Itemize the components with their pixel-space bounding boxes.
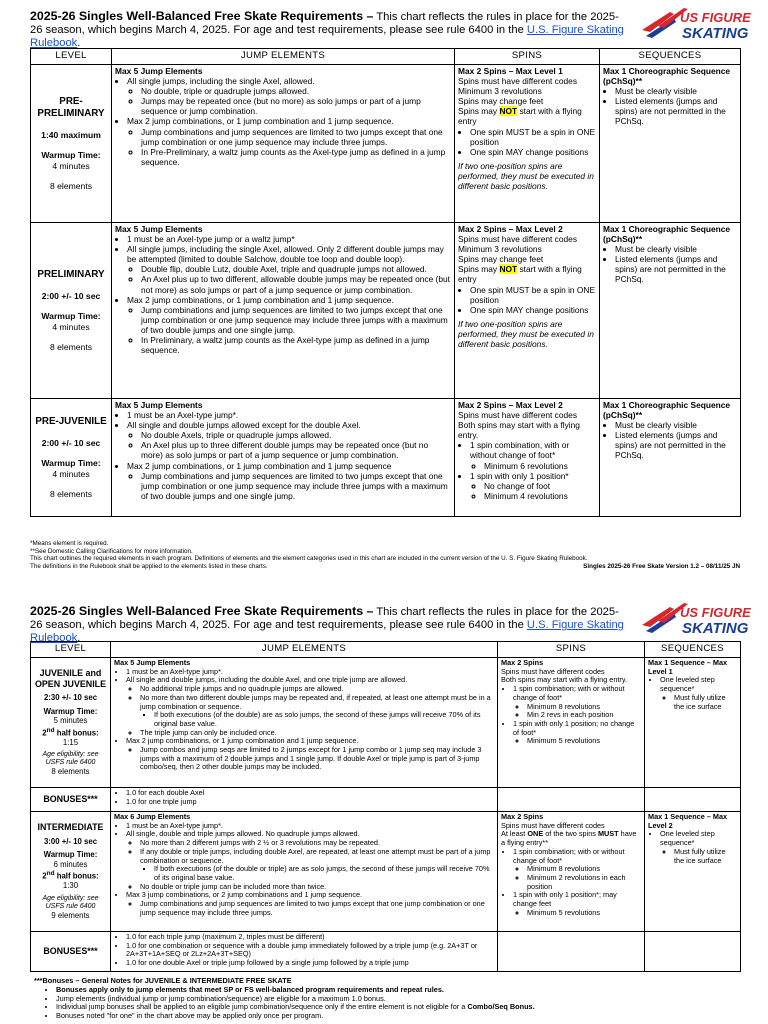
warmup-label: Warmup Time: — [41, 150, 101, 161]
footnotes: *Means element is required. **See Domestic Calling Clarifications for more information. This chart outlines the required elements in each program. Definitions of elements and the element categories used in this chart are included in the current version of the U. S. Figure Skating Rulebook. The definitions in the Rulebook shall be applied to the elements listed in these charts. Singles 2025-26 Free Skate Version 1.2 – 08/11/25 JN — [30, 540, 740, 570]
table-row — [31, 399, 741, 517]
rulebook-link[interactable]: U.S. Figure Skating Rulebook — [30, 24, 624, 49]
us-figure-skating-logo — [640, 599, 751, 639]
bonus-label-cell: BONUSES*** — [31, 788, 111, 812]
svg-text:US FIGURE: US FIGURE — [680, 605, 751, 620]
sequences-cell: Max 1 Sequence – Max Level 1 • One leveled step sequence* ◦ Must fully utilize the ice surface — [645, 658, 741, 788]
element-count: 8 elements — [49, 488, 93, 499]
document-title: 2025-26 Singles Well-Balanced Free Skate Requirements – This chart reflects the rules in place for the 2025-26 season, which begins March 4, 2025. For age and test requirements, please see rule 6400 in the U.S. Figure Skating Rulebook. — [30, 9, 624, 49]
us-figure-skating-logo — [640, 4, 751, 44]
requirements-table-2 — [30, 641, 741, 972]
svg-text:US FIGURE: US FIGURE — [680, 10, 751, 25]
program-time: 1:40 maximum — [41, 129, 101, 140]
spins-header: SPINS — [455, 49, 600, 65]
table-row — [31, 812, 741, 932]
jumps-header: JUMP ELEMENTS — [111, 642, 498, 658]
section-header — [30, 9, 751, 49]
requirements-table-1 — [30, 48, 741, 517]
bonus-general-notes: ***Bonuses – General Notes for JUVENILE & INTERMEDIATE FREE SKATE • Bonuses apply only to jump elements that meet SP or FS well-balanced program requirements and repeat rules. • Jump elements (individual jump or jump combination/sequence) are eligible for a maximum 1.0 bonus. • Individual jump bonuses shall be applied to an eligible jump combination/sequence only if the entire element is not eligible for a Combo/Seq Bonus. • Bonuses noted "for one" in the chart above may be applied only once per program. — [34, 977, 734, 1021]
program-time: 3:00 +/- 10 sec — [43, 837, 98, 847]
sequences-cell: Max 1 Choreographic Sequence (pChSq)** • Must be clearly visible • Listed elements (jumps and spins) are not permitted in the PChSq. — [600, 223, 741, 399]
program-time: 2:00 +/- 10 sec — [41, 290, 101, 301]
jump-elements-cell: Max 5 Jump Elements • All single jumps, including the single Axel, allowed. ◦ No double, triple or quadruple jumps allowed. ◦ Jumps may be repeated once (but no more) as solo jumps or part of a jump sequence or jump combination. • Max 2 jump combinations, or 1 jump combination and 1 jump sequence. ◦ Jump combinations and jump sequences are limited to two jumps except that one jump combination or one jump sequence may include three jumps. ◦ In Pre-Preliminary, a waltz jump counts as the Axel-type jump as defined in a jump sequence. — [112, 65, 455, 223]
not-highlight: NOT — [499, 264, 518, 275]
spins-cell: Max 2 Spins – Max Level 2 Spins must have different codes Minimum 3 revolutions Spins may change feet Spins may NOT start with a flying entry • One spin MUST be a spin in ONE position • One spin MAY change positions If two one-position spins are performed, they must be executed in different basic positions. — [455, 223, 600, 399]
level-name: PRELIMINARY — [37, 268, 105, 280]
bonus-cell: • 1.0 for each triple jump (maximum 2, triples must be different) • 1.0 for one combination or sequence with a double jump immediately followed by a triple jump (e.g. 2A+3T or 2A+3T+1A+SEQ or 2Lz+2A+3T+SEQ) • 1.0 for one double Axel or triple jump followed by a single jump followed by a triple jump — [111, 932, 498, 972]
bonus-label-cell: BONUSES*** — [31, 932, 111, 972]
level-cell — [31, 223, 112, 399]
jump-elements-cell: Max 6 Jump Elements • 1 must be an Axel-type jump*. • All single, double and triple jumps allowed. No quadruple jumps allowed. ◦ No more than 2 different jumps with 2 ½ or 3 revolutions may be repeated. ◦ If any double or triple jumps, including double Axel, are repeated, at least one attempt must be part of a jump combination or sequence. ▪ If both executions (of the double or triple) are as solo jumps, the second of these jumps will receive 70% of its original base value. ◦ No double or triple jump can be included more than twice. • Max 3 jump combinations, or 2 jump combinations and 1 jump sequence. ◦ Jump combinations and jump sequences are limited to two jumps except that one jump combination or one jump sequence may include three jumps. — [111, 812, 498, 932]
element-count: 8 elements — [49, 341, 93, 352]
spins-cell: Max 2 Spins Spins must have different codes Both spins may start with a flying entry. • 1 spin combination; with or without change of foot* ◦ Minimum 8 revolutions ◦ Min 2 revs in each position • 1 spin with only 1 position; no change of foot* ◦ Minimum 5 revolutions — [498, 658, 645, 788]
table-header-row — [31, 49, 741, 65]
level-name: PRE-PRELIMINARY — [37, 95, 105, 119]
level-header: LEVEL — [31, 49, 112, 65]
sequences-header: SEQUENCES — [645, 642, 741, 658]
spins-cell: Max 2 Spins – Max Level 2 Spins must have different codes Both spins may start with a flying entry. • 1 spin combination, with or without change of foot* ◦ Minimum 6 revolutions • 1 spin with only 1 position* ◦ No change of foot ◦ Minimum 4 revolutions — [455, 399, 600, 517]
program-time: 2:30 +/- 10 sec — [43, 693, 98, 703]
table-row — [31, 223, 741, 399]
warmup-label: Warmup Time: — [41, 311, 101, 322]
level-name: PRE-JUVENILE — [35, 415, 107, 427]
bonus-cell: • 1.0 for each double Axel • 1.0 for one triple jump — [111, 788, 498, 812]
version-label: Singles 2025-26 Free Skate Version 1.2 – 08/11/25 JN — [583, 562, 740, 570]
program-time: 2:00 +/- 10 sec — [41, 437, 101, 448]
jumps-header: JUMP ELEMENTS — [112, 49, 455, 65]
sequences-cell: Max 1 Sequence – Max Level 2 • One leveled step sequence* ◦ Must fully utilize the ice surface — [645, 812, 741, 932]
table-row — [31, 788, 741, 812]
jump-elements-cell: Max 5 Jump Elements • 1 must be an Axel-type jump*. • All single and double jumps allowed except for the double Axel. ◦ No double Axels, triple or quadruple jumps allowed. ◦ An Axel plus up to three different double jumps may be repeated once (but no more) as solo jumps or part of a jump sequence or jump combination. • Max 2 jump combinations, or 1 jump combination and 1 jump sequence ◦ Jump combinations and jump sequences are limited to two jumps except that one jump combination or one jump sequence may include three jumps with a maximum of two double jumps and one single jump. — [112, 399, 455, 517]
sequences-cell: Max 1 Choreographic Sequence (pChSq)** • Must be clearly visible • Listed elements (jumps and spins) are not permitted in the PChSq. — [600, 399, 741, 517]
jump-elements-cell: Max 5 Jump Elements • 1 must be an Axel-type jump or a waltz jump* • All single jumps, including the single Axel, allowed. Only 2 different double jumps may be attempted (limited to double Salchow, double toe loop and double loop). ◦ Double flip, double Lutz, double Axel, triple and quadruple jumps not allowed. ◦ An Axel plus up to two different, allowable double jumps may be repeated once (but not more) as solo jumps or part of a jump sequence or jump combination. • Max 2 jump combinations, or 1 jump combination and 1 jump sequence. ◦ Jump combinations and jump sequences are limited to two jumps except that one jump combination or one jump sequence may include three jumps with a maximum of two double jumps and one single jump. ◦ In Preliminary, a waltz jump counts as the Axel-type jump as defined in a jump sequence. — [112, 223, 455, 399]
table-row — [31, 932, 741, 972]
warmup-label: Warmup Time: — [41, 458, 101, 469]
sequences-cell: Max 1 Choreographic Sequence (pChSq)** • Must be clearly visible • Listed elements (jumps and spins) are not permitted in the PChSq. — [600, 65, 741, 223]
rulebook-link[interactable]: U.S. Figure Skating Rulebook — [30, 619, 624, 644]
chart-section-1 — [30, 9, 751, 517]
warmup-value: 4 minutes — [52, 321, 90, 332]
sequences-header: SEQUENCES — [600, 49, 741, 65]
spins-cell: Max 2 Spins – Max Level 1 Spins must have different codes Minimum 3 revolutions Spins may change feet Spins may NOT start with a flying entry • One spin MUST be a spin in ONE position • One spin MAY change positions If two one-position spins are performed, they must be executed in different basic positions. — [455, 65, 600, 223]
section-header — [30, 604, 751, 644]
table-row — [31, 65, 741, 223]
document-title: 2025-26 Singles Well-Balanced Free Skate Requirements – This chart reflects the rules in place for the 2025-26 season, which begins March 4, 2025. For age and test requirements, please see rule 6400 in the U.S. Figure Skating Rulebook. — [30, 604, 624, 644]
jump-elements-cell: Max 5 Jump Elements • 1 must be an Axel-type jump*. • All single and double jumps, including the double Axel, and one triple jump are allowed. ◦ No additional triple jumps and no quadruple jumps are allowed. ◦ No more than two different double jumps may be repeated and, if repeated, at least one attempt must be in a jump combination or sequence. ▪ If both executions (of the double) are as solo jumps, the second of these jumps will receive 70% of its original base value. ◦ The triple jump can only be included once. • Max 2 jump combinations, or 1 jump combination and 1 jump sequence. ◦ Jump combos and jump seqs are limited to 2 jumps except for 1 jump combo or 1 jump seq may include 3 jumps with a maximum of 2 double jumps and 1 single jump. If double Axel or triple jump is part of 3-jump combo/seq, then 2 other double jumps may be included. — [111, 658, 498, 788]
level-cell — [31, 399, 112, 517]
not-highlight: NOT — [499, 106, 518, 117]
level-cell — [31, 65, 112, 223]
warmup-value: 4 minutes — [52, 160, 90, 171]
table-row — [31, 658, 741, 788]
spins-header: SPINS — [498, 642, 645, 658]
spins-cell: Max 2 Spins Spins must have different codes At least ONE of the two spins MUST have a flying entry** • 1 spin combination; with or without change of foot* ◦ Minimum 8 revolutions ◦ Minimum 2 revolutions in each position • 1 spin with only 1 position*; may change feet ◦ Minimum 5 revolutions — [498, 812, 645, 932]
level-header: LEVEL — [31, 642, 111, 658]
level-cell: JUVENILE and OPEN JUVENILE 2:30 +/- 10 sec Warmup Time: 5 minutes 2nd half bonus: 1:15 Age eligibility: see USFS rule 6400 8 elements — [31, 658, 111, 788]
svg-text:SKATING: SKATING — [682, 25, 749, 42]
warmup-value: 4 minutes — [52, 468, 90, 479]
level-cell: INTERMEDIATE 3:00 +/- 10 sec Warmup Time: 6 minutes 2nd half bonus: 1:30 Age eligibility: see USFS rule 6400 9 elements — [31, 812, 111, 932]
chart-section-2 — [30, 604, 751, 972]
svg-text:SKATING: SKATING — [682, 620, 749, 637]
element-count: 8 elements — [49, 180, 93, 191]
